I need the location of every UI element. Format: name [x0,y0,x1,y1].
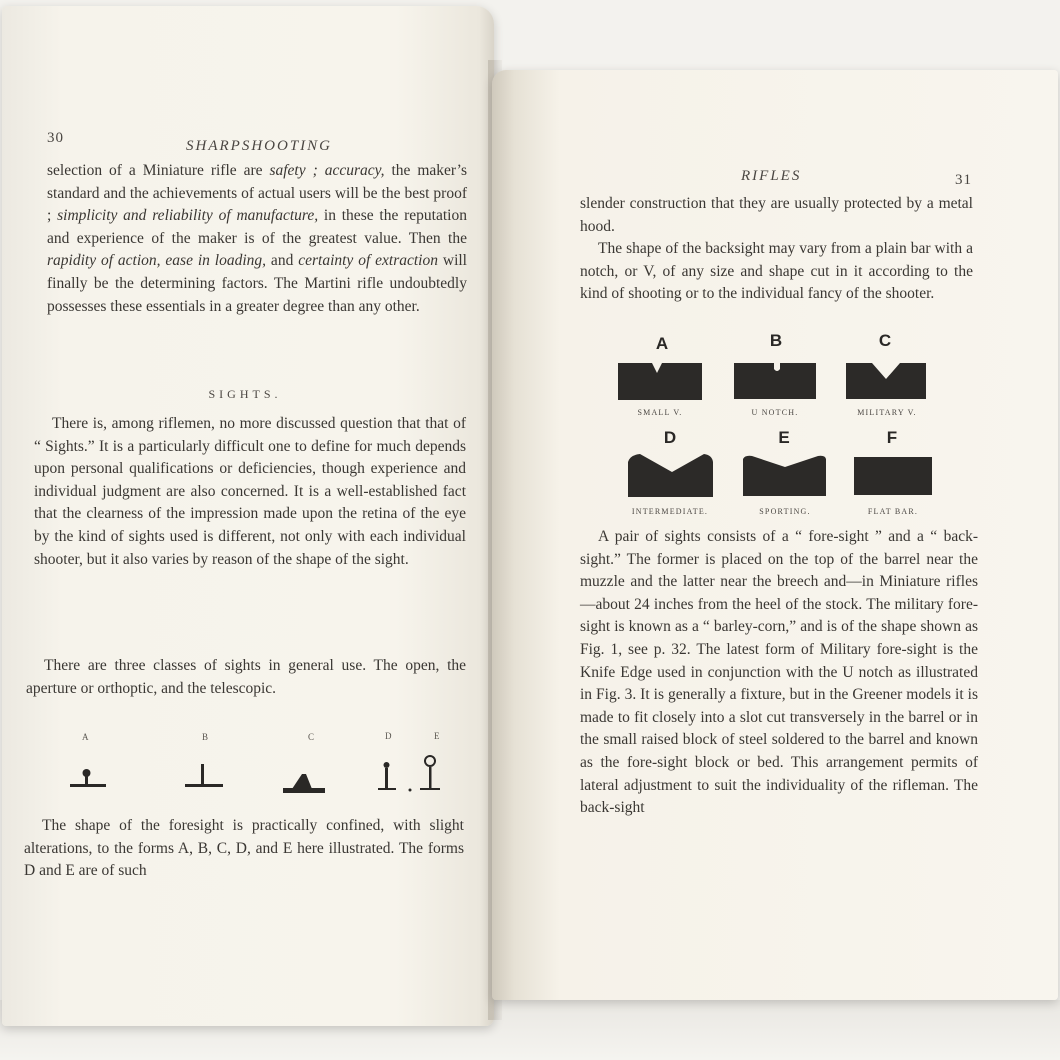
backsight-flat-bar [854,457,932,495]
backsight-letter-c: C [878,331,892,350]
foresight-label-e: E [434,731,440,741]
backsight-caption-c: MILITARY V. [857,408,917,417]
sight-classes-text: There are three classes of sights in general use. The open, the aperture or orthoptic, and the telescopic. [26,657,466,697]
backsight-letter-a: A [655,334,669,353]
foresight-e-ring [425,756,435,766]
backsight-caption-d: INTERMEDIATE. [631,507,709,516]
left-page-number: 30 [47,130,64,146]
foresight-label-a: A [82,732,89,742]
backsight-caption-a: SMALL V. [637,408,683,417]
italic-phrase: rapidity of action, ease in loading, [47,252,267,270]
text-run: the maker’s standard and the achievements of actual users will be the best proof ; [47,162,467,225]
backsight-letter-b: B [769,331,783,350]
backsight-caption-f: FLAT BAR. [867,507,919,516]
backsight-caption-b: U NOTCH. [751,408,799,417]
left-running-head: SHARPSHOOTING [186,138,332,154]
backsight-caption-e: SPORTING. [759,507,811,516]
foresight-c-barleycorn [292,774,312,789]
backsight-military-v [846,363,926,399]
backsight-small-v [618,363,702,400]
backsight-drawings [610,355,950,505]
text-run: in these the reputation and experience of the maker is of the greatest value. Then the [47,207,467,247]
backsight-letter-e: E [778,428,790,447]
sights-discussion-text: There is, among riflemen, no more discussed question that that of “ Sights.” It is a particularly difficult one to define for much depends upon personal qualifications or deficiencies, though experience and individual judgment are also concerned. It is a well-established fact that the clearness of the impression made upon the retina of the eye by the kind of sights used is different, not only with each individual shooter, but it also varies by reason of the shape of the sight. [34,415,466,568]
italic-phrase: simplicity and reliability of manufacture, [57,207,319,225]
foresight-a-bead [83,769,91,777]
backsight-shape-text: The shape of the backsight may vary from a plain bar with a notch, or V, of any size and shape cut in it according to the kind of shooting or to the individual fancy of the shooter. [580,240,973,303]
left-paragraph-1 [47,160,467,318]
left-paragraph-3 [26,655,466,700]
foresight-drawings [60,750,460,800]
backsight-intermediate [628,454,713,497]
foresight-b-blade [201,764,204,785]
italic-phrase: certainty of extraction [298,252,438,270]
right-page-number: 31 [955,172,972,188]
miniature-rifle-selection-text [47,160,467,318]
backsight-letter-d: D [663,428,677,447]
right-running-head: RIFLES [741,168,802,184]
italic-phrase: safety ; accuracy, [269,162,385,179]
foresight-label-c: C [308,732,315,742]
text-run: and [266,252,299,270]
hood-text: slender construction that they are usually protected by a metal hood. [580,195,973,235]
section-title-sights: SIGHTS. [208,387,282,401]
left-paragraph-4 [24,815,464,883]
right-paragraph-3 [580,526,978,820]
backsight-letter-f: F [886,428,898,447]
text-run: will finally be the determining factors. The Martini rifle undoubtedly possesses these essentials in a greater degree than any other. [47,252,467,315]
foresight-d-bead [384,762,390,768]
text-run: selection of a Miniature rifle are [47,162,270,179]
right-paragraph-2 [580,238,973,306]
foresight-shape-text: The shape of the foresight is practically confined, with slight alterations, to the forms A, B, C, D, and E here illustrated. The forms D and E are of such [24,817,464,880]
foresight-label-d: D [385,731,392,741]
right-paragraph-1 [580,193,973,238]
backsight-u-notch [734,363,816,399]
left-paragraph-2 [34,413,466,571]
foresight-label-b: B [202,732,209,742]
backsight-sporting [743,456,826,496]
pair-of-sights-text: A pair of sights consists of a “ fore-sight ” and a “ back-sight.” The former is placed on the top of the barrel near the muzzle and the latter near the breech and—in Miniature rifles—about 24 inches from the heel of the stock. The military fore-sight is known as a “ barley-corn,” and is of the shape shown as Fig. 1, see p. 32. The latest form of Military fore-sight is the Knife Edge used in conjunction with the U notch as illustrated in Fig. 3. It is generally a fixture, but in the Greener models it is made to fit closely into a slot cut transversely in the barrel or in the small raised block of steel soldered to the barrel and known as the fore-sight block or bed. This arrangement permits of lateral adjustment to suit the individuality of the rifleman. The back-sight [580,528,978,817]
